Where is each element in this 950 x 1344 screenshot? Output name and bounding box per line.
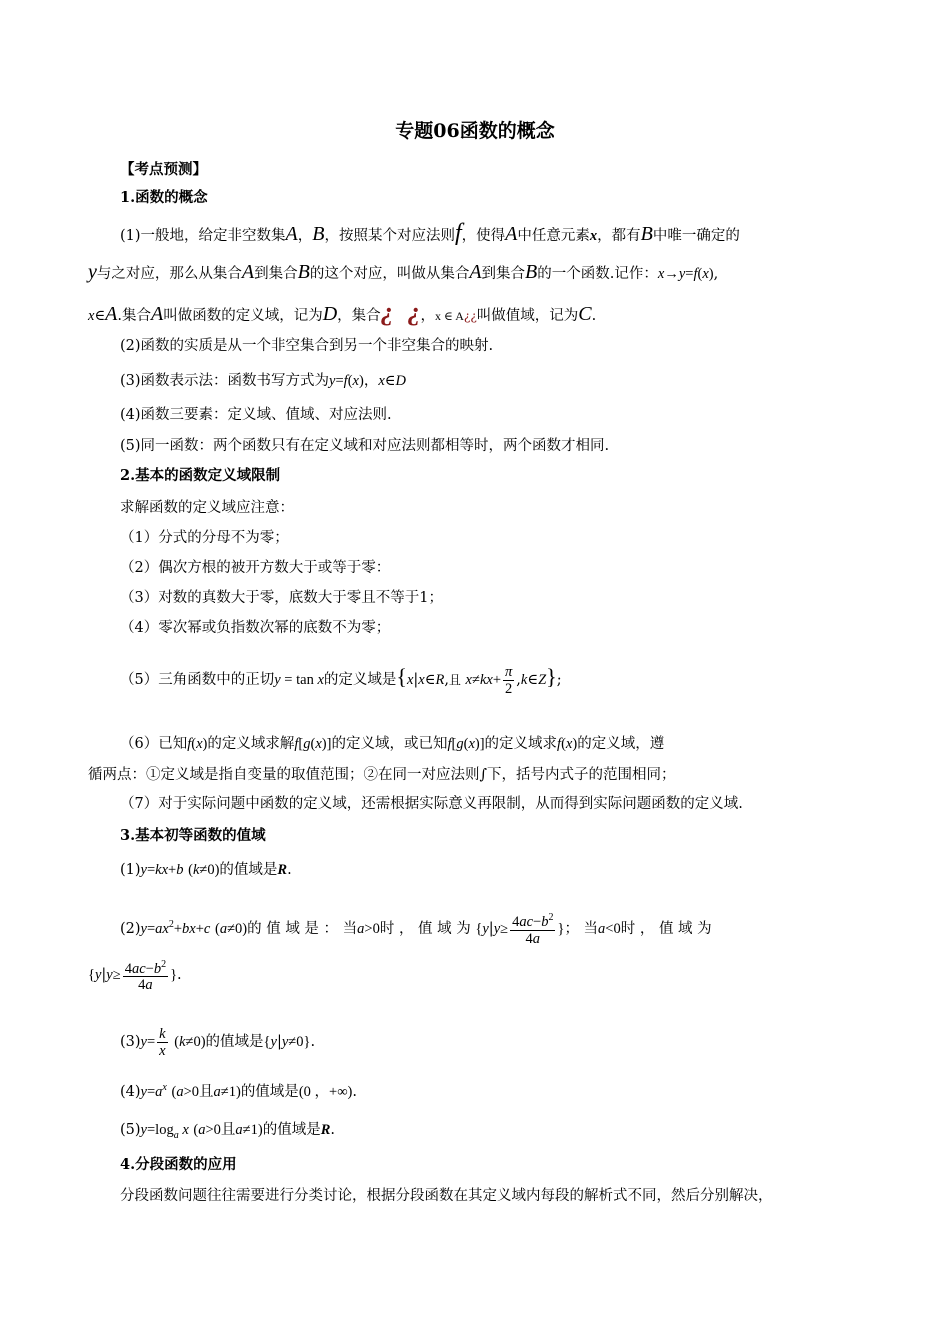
s1-line-1: (1)一般地，给定非空数集A，B，按照某个对应法则f，使得A中任意元素x，都有B中唯一确定的 — [120, 220, 740, 246]
s3-item-2-cont: {y|y≥ $\frac{4ac-b^2}{4a}$ }. — [88, 958, 182, 994]
section-heading-1: 1.函数的概念 — [120, 189, 208, 206]
s2-rule-7: （7）对于实际问题中函数的定义域，还需根据实际意义再限制，从而得到实际问题函数的定义域. — [120, 796, 743, 812]
s3-item-1: (1)y=kx+b (k≠0)的值域是R. — [120, 862, 292, 878]
s1-item-4: (4)函数三要素：定义域、值域、对应法则. — [120, 407, 392, 423]
s3-item-3: (3)y= $\frac{k}{x}$ (k≠0)的值域是{y|y≠0}. — [120, 1025, 316, 1059]
s3-item-4: $(4)y=a^x$ (a>0且a≠1)的值域是(0 ，+∞). — [120, 1082, 357, 1100]
s2-rule-4: （4）零次幂或负指数次幂的底数不为零； — [120, 620, 391, 636]
s1-item-5: (5)同一函数：两个函数只有在定义域和对应法则都相等时，两个函数才相同. — [120, 438, 610, 454]
s4-paragraph: 分段函数问题往往需要进行分类讨论，根据分段函数在其定义域内每段的解析式不同，然后分别解决， — [120, 1188, 773, 1204]
section-heading-2: 2.基本的函数定义域限制 — [120, 467, 281, 484]
section-label-prediction: 【考点预测】 — [120, 161, 207, 178]
s1-item-3: (3)函数表示法：函数书写方式为y=f(x)，x∈D — [120, 373, 406, 389]
s2-rule-6-cont: 循两点：①定义域是指自变量的取值范围；②在同一对应法则∫下，括号内式子的范围相同； — [88, 767, 676, 783]
s3-item-5: $(5)y=\log_a$ x (a>0且a≠1)的值域是R. — [120, 1122, 335, 1141]
page-title: 专题06函数的概念 — [395, 120, 555, 142]
s2-rule-2: （2）偶次方根的被开方数大于或等于零： — [120, 560, 391, 576]
garbled-glyph-1: ¿ — [380, 297, 394, 326]
garbled-glyph-2: ¿ — [407, 297, 421, 326]
s1-item-2: (2)函数的实质是从一个非空集合到另一个非空集合的映射. — [120, 338, 494, 354]
section-heading-3: 3.基本初等函数的值域 — [120, 827, 266, 844]
s2-intro: 求解函数的定义域应注意： — [120, 500, 294, 516]
s2-rule-6: （6）已知f(x)的定义域求解f[g(x)]的定义域，或已知f[g(x)]的定义域求f(x)的定义域，遵 — [120, 736, 665, 752]
s1-line-3: x∈A.集合A叫做函数的定义域，记为D，集合¿ ¿，x ∈ A¿¿叫做值域，记为C. — [88, 297, 597, 326]
s2-rule-1: （1）分式的分母不为零； — [120, 530, 289, 546]
s3-item-2: $(2)y=ax^2+bx+c$ (a≠0)的 值 域 是 ： 当a>0时 ， 值 域 为 {y|y≥ $\frac{4ac-b^2}{4a}$ }； 当a<0时 ， 值 域 为 — [120, 912, 712, 948]
s1-line-2: y与之对应，那么从集合A到集合B的这个对应，叫做从集合A到集合B的一个函数.记作：x→y=f(x), — [88, 261, 719, 283]
s2-rule-5: （5）三角函数中的正切y = tan x的定义域是{x|x∈R,且 x≠kx+ $\frac{\pi}{2}$ ,k∈Z}; — [120, 663, 562, 697]
section-heading-4: 4.分段函数的应用 — [120, 1156, 237, 1173]
s2-rule-3: （3）对数的真数大于零，底数大于零且不等于1； — [120, 590, 443, 606]
